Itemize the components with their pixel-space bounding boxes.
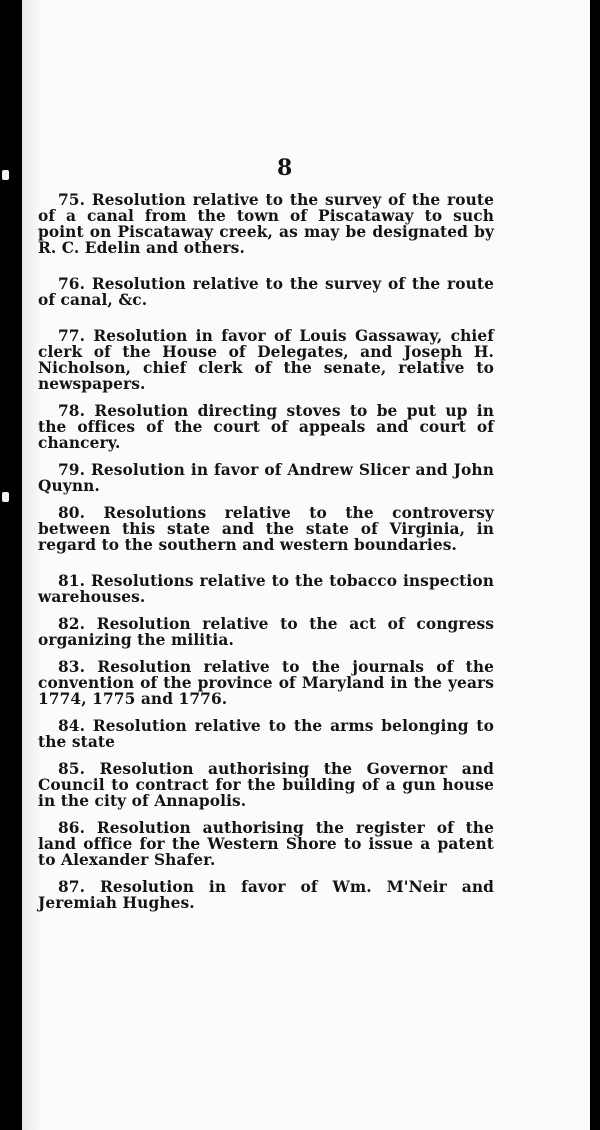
- entry-text: Resolution relative to the act of congress organizing the militia.: [38, 615, 494, 649]
- scan-speck: [2, 492, 9, 502]
- entry-number: 84.: [58, 717, 86, 735]
- entry-text: Resolution in favor of Wm. M'Neir and Jeremiah Hughes.: [38, 878, 494, 912]
- right-scan-border: [590, 0, 600, 1130]
- entry-text: Resolution directing stoves to be put up in the offices of the court of appeals and court of chancery.: [38, 402, 495, 452]
- resolution-entry: [38, 761, 494, 809]
- entry-text: Resolution in favor of Louis Gassaway, chief clerk of the House of Delegates, and Joseph H. Nicholson, chief clerk of the senate, relative to newspapers.: [38, 327, 494, 393]
- resolution-list: [38, 192, 494, 922]
- resolution-entry: [38, 276, 494, 308]
- resolution-entry: [38, 573, 494, 605]
- entry-text: Resolution relative to the arms belonging to the state: [38, 717, 494, 751]
- resolution-entry: [38, 718, 494, 750]
- entry-text: Resolution authorising the Governor and Council to contract for the building of a gun house in the city of Annapolis.: [38, 760, 494, 810]
- resolution-entry: [38, 659, 494, 707]
- document-page: [22, 0, 592, 1130]
- entry-number: 77.: [58, 327, 86, 345]
- entry-text: Resolution relative to the journals of the convention of the province of Maryland in the years 1774, 1775 and 1776.: [38, 658, 494, 708]
- entry-text: Resolution in favor of Andrew Slicer and John Quynn.: [38, 461, 494, 495]
- entry-number: 85.: [58, 760, 86, 778]
- resolution-entry: [38, 616, 494, 648]
- resolution-entry: [38, 403, 494, 451]
- entry-text: Resolution authorising the register of the land office for the Western Shore to issue a patent to Alexander Shafer.: [38, 819, 494, 869]
- entry-number: 75.: [58, 191, 86, 209]
- entry-number: 81.: [58, 572, 86, 590]
- entry-number: 78.: [58, 402, 86, 420]
- entry-text: Resolutions relative to the controversy between this state and the state of Virginia, in regard to the southern and western boundaries.: [38, 504, 494, 554]
- resolution-entry: [38, 462, 494, 494]
- resolution-entry: [38, 879, 494, 911]
- resolution-entry: [38, 505, 494, 553]
- left-scan-border: [0, 0, 22, 1130]
- entry-number: 79.: [58, 461, 86, 479]
- entry-text: Resolution relative to the survey of the route of a canal from the town of Piscataway to such point on Piscataway creek, as may be designated by R. C. Edelin and others.: [38, 191, 494, 257]
- entry-number: 83.: [58, 658, 86, 676]
- entry-number: 76.: [58, 275, 86, 293]
- scan-speck: [2, 170, 9, 180]
- resolution-entry: [38, 328, 494, 392]
- entry-text: Resolution relative to the survey of the route of canal, &c.: [38, 275, 494, 309]
- resolution-entry: [38, 192, 494, 256]
- entry-number: 86.: [58, 819, 86, 837]
- entry-text: Resolutions relative to the tobacco inspection warehouses.: [38, 572, 494, 606]
- entry-number: 82.: [58, 615, 86, 633]
- page-number: 8: [277, 155, 293, 181]
- entry-number: 87.: [58, 878, 86, 896]
- entry-number: 80.: [58, 504, 86, 522]
- resolution-entry: [38, 820, 494, 868]
